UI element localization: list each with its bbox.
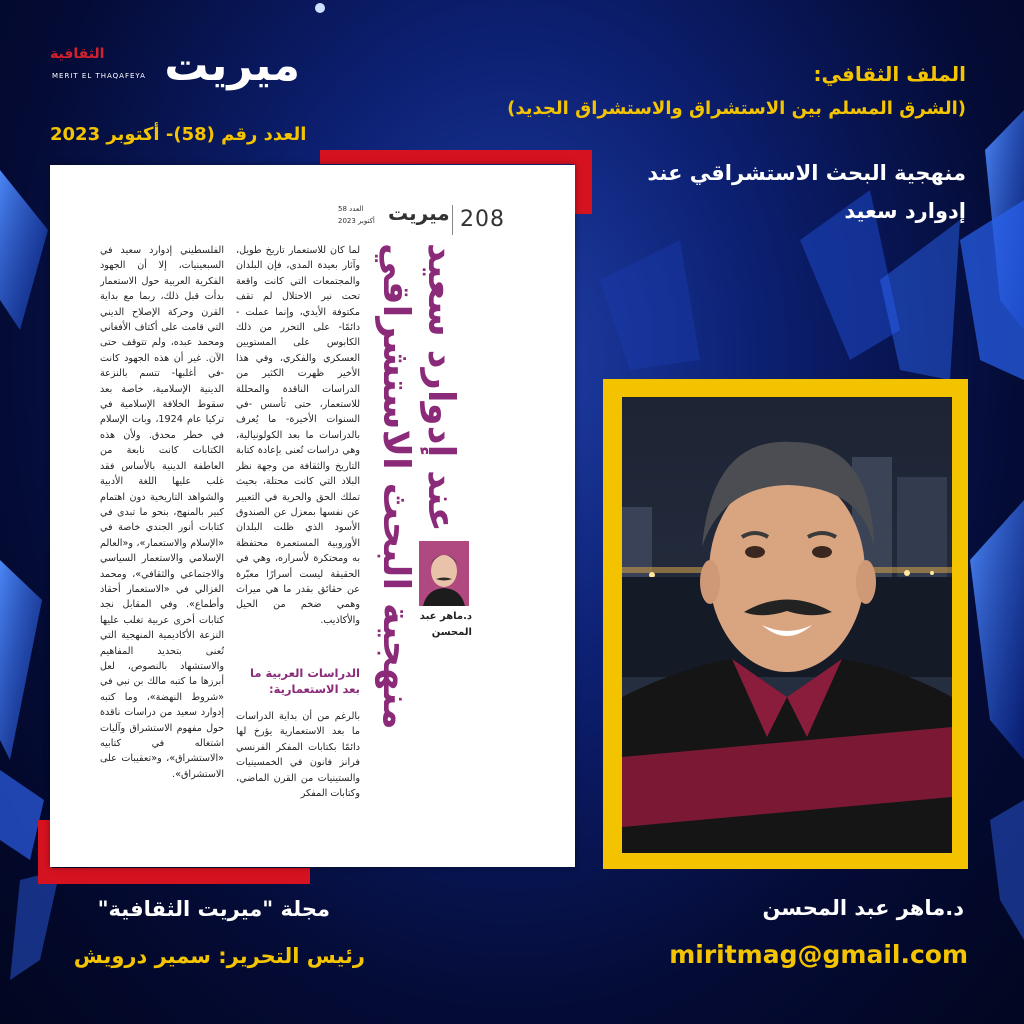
- magazine-page-preview: [50, 165, 575, 867]
- author-photo-frame: [603, 379, 968, 869]
- contact-email[interactable]: miritmag@gmail.com: [669, 940, 968, 969]
- vertical-title-2: عند إدوارد سعيد: [420, 243, 463, 532]
- magazine-logo: [50, 40, 300, 100]
- author-caption: د.ماهر عبد المحسن: [419, 611, 472, 638]
- text-column-left: الفلسطيني إدوارد سعيد في السبعينيات، إلا أن الجهود الفكرية العربية حول الاستعمار بدأت قبل ذلك، ربما مع بداية القرن وحركة الإصلاح الديني التي قامت على أكتاف الأفغاني ومحمد عبده، ولم تتوقف حتى الآن. غير أن هذه الجهود كانت -في أغلبها- تتسم بالنزعة الدينية الإسلامية، خاصة بعد سقوط الخلافة الإسلامية في تركيا عام 1924، وبات الإسلام في خطر محدق. ولأن هذه الكتابات كانت نابعة من العاطفة الدينية بالأساس فقد غلب عليها اللغة الأدبية والشواهد التاريخية دون اهتمام كبير بالمنهج، بنحو ما تبدى في كتابات أنور الجندي خاصة في «الإسلام والاستعمار»، و«العالم الإسلامي والاستعمار السياسي والاجتماعي والثقافي»، ومحمد الغزالي في «الاستعمار أحقاد وأطماع». وفي المقابل نجد كتابات أخرى عربية تغلب عليها النزعة الأكاديمية المنهجية التي تُعنى بتحديد المفاهيم والاستشهاد بالنصوص، لعل أبرزها ما كتبه مالك بن نبي في «شروط النهضة»، وما كتبه إدوارد سعيد من دراسات ناقدة حول مفهوم الاستشراق وآليات اشتغاله في كتابيه «الاستشراق»، و«تعقيبات على الاستشراق».: [100, 245, 224, 780]
- magazine-name: مجلة "ميريت الثقافية": [97, 897, 330, 921]
- page-issue: العدد 58: [338, 205, 364, 213]
- page-logo: ميريت: [388, 201, 450, 225]
- header-divider: [452, 205, 453, 235]
- author-name: د.ماهر عبد المحسن: [762, 896, 964, 920]
- editor-in-chief: رئيس التحرير: سمير درويش: [73, 944, 365, 968]
- text-column-middle-2: بالرغم من أن بداية الدراسات ما بعد الاستعمارية يؤرخ لها دائمًا بكتابات المفكر الفرنسي فرانز فانون في الخمسينيات والستينيات من القرن الماضي، وكتابات المفكر: [236, 711, 360, 800]
- logo-english: MERIT EL THAQAFEYA: [52, 72, 146, 80]
- article-title-line1: منهجية البحث الاستشراقي عند: [647, 161, 966, 185]
- file-label: الملف الثقافي:: [813, 62, 966, 86]
- page-number: 208: [460, 207, 505, 232]
- red-accent-bar-side: [574, 150, 592, 214]
- author-thumbnail: [419, 541, 469, 606]
- text-column-middle: لما كان للاستعمار تاريخ طويل، وآثار بعيدة المدى، فإن البلدان والمجتمعات التي كانت واقعة تحت نير الاحتلال لم تقف مكتوفة الأيدي، وإنما عملت - دائمًا- على التحرر من ذلك الكابوس على المستويين العسكري والفكري، وفي هذا الأخير ظهرت الكثير من الدراسات الناقدة والمحللة للاستعمار، حتى تأسس -في السنوات الأخيرة- ما يُعرف بالدراسات ما بعد الكولونيالية، وهي دراسات تُعنى بإعادة كتابة التاريخ والثقافة من وجهة نظر البلاد التي كانت محتلة، بحيث تملك الحق والحرية في التعبير عن نفسها بمعزل عن الصندوق الأسود الذي ظلت البلدان الأوروبية المستعمرة محتفظة به ومحتكرة لأسراره، وهي في الحقيقة ليست أسرارًا معبّرة عن حقائق بقدر ما هي ميراث وهمي ضخم من الحيل والأكاذيب.: [236, 245, 360, 626]
- vertical-title-1: منهجية البحث الاستشراقي: [375, 243, 418, 730]
- red-accent-bar-bottom: [38, 868, 310, 884]
- article-title-line2: إدوارد سعيد: [844, 199, 966, 223]
- issue-label: العدد رقم (58)- أكتوبر 2023: [50, 124, 307, 145]
- section-subheading: الدراسات العربية ما بعد الاستعمارية:: [250, 666, 360, 696]
- file-title: (الشرق المسلم بين الاستشراق والاستشراق الجديد): [507, 98, 966, 119]
- page-date: أكتوبر 2023: [338, 217, 375, 225]
- logo-sub: الثقافية: [50, 46, 105, 62]
- red-accent-bar-top: [320, 150, 592, 164]
- author-photo: [622, 397, 952, 853]
- logo-name: ميريت: [164, 40, 300, 91]
